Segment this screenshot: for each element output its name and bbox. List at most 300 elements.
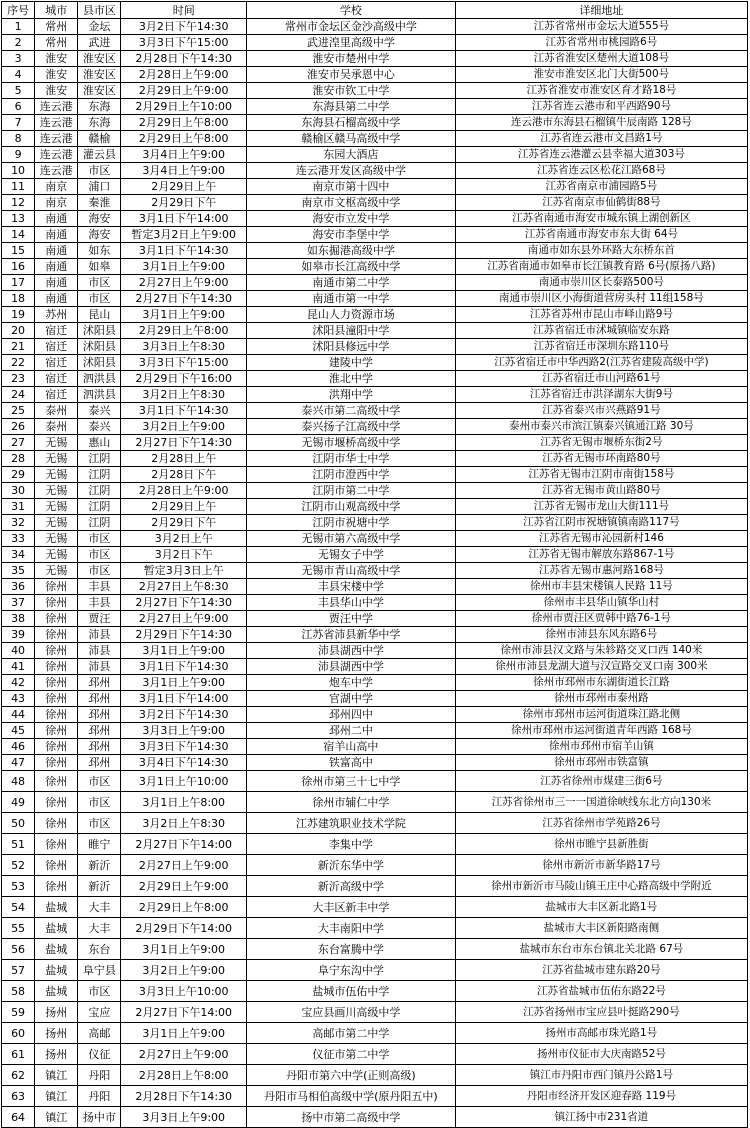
table-row [2, 531, 748, 547]
cell-school: 邳州二中 [246, 723, 455, 739]
cell-index: 5 [2, 83, 35, 99]
cell-district: 市区 [78, 792, 121, 813]
cell-address: 徐州市丰县宋楼镇人民路 11号 [455, 579, 747, 595]
cell-school: 连云港开发区高级中学 [246, 163, 455, 179]
cell-school: 建陵中学 [246, 355, 455, 371]
cell-district: 邳州 [78, 739, 121, 755]
cell-index: 58 [2, 981, 35, 1002]
cell-city: 盐城 [35, 981, 78, 1002]
table-row [2, 179, 748, 195]
cell-address: 盐城市东台市东台镇北关北路 67号 [455, 939, 747, 960]
cell-time: 3月1日下午14:30 [121, 403, 247, 419]
cell-time: 2月29日下午 [121, 515, 247, 531]
cell-school: 江苏建筑职业技术学院 [246, 813, 455, 834]
cell-address: 徐州市沛县东风东路6号 [455, 627, 747, 643]
cell-district: 如东 [78, 243, 121, 259]
cell-district: 市区 [78, 531, 121, 547]
cell-address: 南通市崇川区小海街道营房头村 11组158号 [455, 291, 747, 307]
cell-address: 盐城市大丰区新北路1号 [455, 897, 747, 918]
cell-time: 3月2日上午9:00 [121, 419, 247, 435]
cell-address: 江苏省苏州市昆山市峄山路9号 [455, 307, 747, 323]
cell-city: 徐州 [35, 579, 78, 595]
header-school: 学校 [246, 2, 455, 19]
cell-address: 江苏省徐州市煤建三街6号 [455, 771, 747, 792]
cell-time: 2月29日上午8:00 [121, 323, 247, 339]
cell-city: 宿迁 [35, 387, 78, 403]
cell-city: 连云港 [35, 99, 78, 115]
table-row [2, 163, 748, 179]
cell-city: 无锡 [35, 531, 78, 547]
cell-address: 江苏省无锡市环南路80号 [455, 451, 747, 467]
cell-district: 沭阳县 [78, 355, 121, 371]
cell-index: 31 [2, 499, 35, 515]
cell-address: 江苏省徐州市三一一国道徐峡线东北方向130米 [455, 792, 747, 813]
cell-city: 常州 [35, 19, 78, 35]
cell-index: 48 [2, 771, 35, 792]
cell-school: 江阴市华士中学 [246, 451, 455, 467]
table-row [2, 675, 748, 691]
cell-time: 2月28日下午 [121, 467, 247, 483]
cell-index: 43 [2, 691, 35, 707]
cell-time: 2月29日下午16:00 [121, 371, 247, 387]
cell-time: 2月29日上午8:00 [121, 115, 247, 131]
cell-city: 扬州 [35, 1023, 78, 1044]
cell-city: 徐州 [35, 755, 78, 771]
cell-index: 52 [2, 855, 35, 876]
cell-city: 盐城 [35, 897, 78, 918]
table-row [2, 1002, 748, 1023]
cell-time: 3月3日上午10:00 [121, 981, 247, 1002]
cell-time: 3月1日下午14:00 [121, 211, 247, 227]
cell-district: 新沂 [78, 876, 121, 897]
cell-time: 3月1日上午9:00 [121, 259, 247, 275]
cell-index: 62 [2, 1065, 35, 1086]
cell-index: 10 [2, 163, 35, 179]
cell-district: 泗洪县 [78, 371, 121, 387]
table-row [2, 876, 748, 897]
cell-district: 市区 [78, 981, 121, 1002]
table-row [2, 1023, 748, 1044]
cell-district: 市区 [78, 275, 121, 291]
cell-district: 丰县 [78, 595, 121, 611]
cell-time: 2月27日下午14:30 [121, 435, 247, 451]
cell-index: 59 [2, 1002, 35, 1023]
cell-school: 江阴市祝塘中学 [246, 515, 455, 531]
cell-district: 扬中市 [78, 1107, 121, 1128]
cell-city: 徐州 [35, 855, 78, 876]
header-index: 序号 [2, 2, 35, 19]
table-row [2, 1044, 748, 1065]
cell-address: 徐州市睢宁县新胜街 [455, 834, 747, 855]
table-row [2, 483, 748, 499]
cell-school: 沭阳县修远中学 [246, 339, 455, 355]
cell-district: 金坛 [78, 19, 121, 35]
cell-time: 2月27日上午9:00 [121, 855, 247, 876]
cell-time: 3月2日上午 [121, 531, 247, 547]
cell-index: 13 [2, 211, 35, 227]
cell-school: 南京市第十四中 [246, 179, 455, 195]
table-row [2, 355, 748, 371]
cell-address: 江苏省徐州市学苑路26号 [455, 813, 747, 834]
cell-index: 24 [2, 387, 35, 403]
cell-index: 15 [2, 243, 35, 259]
cell-city: 宿迁 [35, 323, 78, 339]
cell-school: 江苏省沛县新华中学 [246, 627, 455, 643]
cell-school: 官湖中学 [246, 691, 455, 707]
cell-time: 2月27日上午8:30 [121, 579, 247, 595]
cell-time: 2月27日下午14:30 [121, 595, 247, 611]
cell-time: 3月4日上午9:00 [121, 147, 247, 163]
cell-index: 55 [2, 918, 35, 939]
cell-index: 21 [2, 339, 35, 355]
table-row [2, 643, 748, 659]
cell-address: 江苏省连云港市文昌路1号 [455, 131, 747, 147]
cell-district: 东海 [78, 115, 121, 131]
table-row [2, 467, 748, 483]
cell-address: 江苏省淮安市淮安区育才路18号 [455, 83, 747, 99]
cell-city: 南京 [35, 195, 78, 211]
table-body [2, 19, 748, 1128]
cell-city: 连云港 [35, 131, 78, 147]
cell-time: 2月27日下午14:30 [121, 291, 247, 307]
cell-address: 丹阳市经济开发区迎春路 119号 [455, 1086, 747, 1107]
cell-time: 3月1日上午10:00 [121, 771, 247, 792]
cell-school: 海安市立发中学 [246, 211, 455, 227]
cell-district: 沭阳县 [78, 339, 121, 355]
cell-city: 宿迁 [35, 371, 78, 387]
cell-school: 泰兴市第二高级中学 [246, 403, 455, 419]
table-row [2, 771, 748, 792]
cell-address: 徐州市贾汪区贾韩中路76-1号 [455, 611, 747, 627]
cell-time: 3月1日上午9:00 [121, 675, 247, 691]
cell-address: 江苏省淮安区楚州大道108号 [455, 51, 747, 67]
cell-city: 淮安 [35, 67, 78, 83]
cell-time: 3月4日上午9:00 [121, 163, 247, 179]
table-row [2, 115, 748, 131]
cell-school: 新沂高级中学 [246, 876, 455, 897]
cell-district: 仪征 [78, 1044, 121, 1065]
table-row [2, 243, 748, 259]
cell-index: 35 [2, 563, 35, 579]
cell-index: 64 [2, 1107, 35, 1128]
cell-city: 淮安 [35, 83, 78, 99]
cell-address: 徐州市丰县华山镇华山村 [455, 595, 747, 611]
cell-city: 徐州 [35, 739, 78, 755]
cell-district: 市区 [78, 547, 121, 563]
cell-district: 江阴 [78, 451, 121, 467]
cell-school: 淮安市吴承恩中心 [246, 67, 455, 83]
cell-time: 3月3日下午15:00 [121, 35, 247, 51]
cell-district: 市区 [78, 813, 121, 834]
table-row [2, 195, 748, 211]
cell-school: 丹阳市马相伯高级中学(原丹阳五中) [246, 1086, 455, 1107]
table-row [2, 960, 748, 981]
cell-district: 新沂 [78, 855, 121, 876]
cell-school: 如东掘港高级中学 [246, 243, 455, 259]
cell-index: 26 [2, 419, 35, 435]
cell-index: 37 [2, 595, 35, 611]
cell-city: 无锡 [35, 483, 78, 499]
table-row [2, 897, 748, 918]
cell-time: 3月1日上午9:00 [121, 643, 247, 659]
cell-index: 57 [2, 960, 35, 981]
cell-time: 2月27日上午9:00 [121, 1044, 247, 1065]
cell-address: 江苏省南通市如皋市长江镇教育路 6号(原扬八路) [455, 259, 747, 275]
table-row [2, 227, 748, 243]
cell-time: 3月1日下午14:30 [121, 243, 247, 259]
table-row [2, 723, 748, 739]
cell-address: 镇江扬中市231省道 [455, 1107, 747, 1128]
cell-district: 泗洪县 [78, 387, 121, 403]
cell-time: 2月29日上午8:00 [121, 897, 247, 918]
cell-city: 盐城 [35, 939, 78, 960]
cell-district: 武进 [78, 35, 121, 51]
cell-district: 沛县 [78, 627, 121, 643]
cell-address: 徐州市邳州市铁富镇 [455, 755, 747, 771]
cell-time: 2月27日下午14:00 [121, 834, 247, 855]
cell-district: 灌云县 [78, 147, 121, 163]
table-row [2, 1086, 748, 1107]
cell-city: 徐州 [35, 723, 78, 739]
cell-district: 惠山 [78, 435, 121, 451]
cell-school: 东海县第二中学 [246, 99, 455, 115]
cell-district: 赣榆 [78, 131, 121, 147]
cell-district: 东台 [78, 939, 121, 960]
cell-city: 宿迁 [35, 355, 78, 371]
table-row [2, 275, 748, 291]
cell-index: 27 [2, 435, 35, 451]
table-row [2, 627, 748, 643]
cell-school: 泰兴扬子江高级中学 [246, 419, 455, 435]
table-row [2, 67, 748, 83]
cell-time: 2月27日上午9:00 [121, 275, 247, 291]
cell-time: 2月29日上午8:00 [121, 131, 247, 147]
cell-city: 无锡 [35, 563, 78, 579]
cell-address: 江苏省常州市金坛大道555号 [455, 19, 747, 35]
cell-school: 无锡市堰桥高级中学 [246, 435, 455, 451]
cell-district: 秦淮 [78, 195, 121, 211]
cell-address: 扬州市高邮市珠光路1号 [455, 1023, 747, 1044]
cell-city: 无锡 [35, 451, 78, 467]
cell-index: 51 [2, 834, 35, 855]
cell-time: 3月2日上午8:30 [121, 813, 247, 834]
cell-index: 4 [2, 67, 35, 83]
cell-school: 李集中学 [246, 834, 455, 855]
cell-time: 3月1日上午9:00 [121, 307, 247, 323]
cell-index: 32 [2, 515, 35, 531]
cell-district: 沛县 [78, 659, 121, 675]
cell-city: 镇江 [35, 1107, 78, 1128]
cell-city: 无锡 [35, 547, 78, 563]
cell-address: 镇江市丹阳市西门镇丹公路1号 [455, 1065, 747, 1086]
cell-school: 淮安市楚州中学 [246, 51, 455, 67]
cell-school: 扬中市第二高级中学 [246, 1107, 455, 1128]
cell-city: 徐州 [35, 611, 78, 627]
cell-address: 徐州市新沂市马陵山镇王庄中心路高级中学附近 [455, 876, 747, 897]
cell-city: 南通 [35, 227, 78, 243]
cell-time: 3月3日上午9:00 [121, 1107, 247, 1128]
cell-time: 3月1日上午9:00 [121, 1023, 247, 1044]
cell-time: 3月2日上午9:00 [121, 960, 247, 981]
cell-school: 阜宁东沟中学 [246, 960, 455, 981]
table-row [2, 147, 748, 163]
table-row [2, 579, 748, 595]
cell-school: 如皋市长江高级中学 [246, 259, 455, 275]
cell-city: 南通 [35, 291, 78, 307]
cell-school: 海安市李堡中学 [246, 227, 455, 243]
cell-index: 6 [2, 99, 35, 115]
cell-index: 34 [2, 547, 35, 563]
cell-city: 徐州 [35, 876, 78, 897]
cell-district: 市区 [78, 563, 121, 579]
cell-district: 海安 [78, 227, 121, 243]
cell-time: 3月3日上午9:00 [121, 723, 247, 739]
cell-index: 2 [2, 35, 35, 51]
cell-district: 市区 [78, 771, 121, 792]
cell-time: 3月2日上午8:30 [121, 387, 247, 403]
cell-address: 徐州市邳州市运河街道青年西路 168号 [455, 723, 747, 739]
cell-school: 新沂东华中学 [246, 855, 455, 876]
cell-city: 盐城 [35, 918, 78, 939]
cell-index: 53 [2, 876, 35, 897]
cell-address: 江苏省宿迁市山河路61号 [455, 371, 747, 387]
cell-address: 江苏省南通市海安市东大街 64号 [455, 227, 747, 243]
cell-city: 镇江 [35, 1065, 78, 1086]
cell-city: 连云港 [35, 147, 78, 163]
cell-school: 南京市文枢高级中学 [246, 195, 455, 211]
cell-address: 江苏省宿迁市洪泽湖东大街9号 [455, 387, 747, 403]
cell-district: 宝应 [78, 1002, 121, 1023]
cell-index: 16 [2, 259, 35, 275]
cell-school: 无锡女子中学 [246, 547, 455, 563]
table-row [2, 387, 748, 403]
cell-time: 2月29日下午 [121, 195, 247, 211]
cell-district: 泰兴 [78, 419, 121, 435]
cell-school: 徐州市辅仁中学 [246, 792, 455, 813]
header-time: 时间 [121, 2, 247, 19]
cell-district: 海安 [78, 211, 121, 227]
cell-index: 40 [2, 643, 35, 659]
cell-district: 市区 [78, 291, 121, 307]
cell-time: 3月1日上午9:00 [121, 939, 247, 960]
table-row [2, 563, 748, 579]
cell-address: 江苏省南京市浦园路5号 [455, 179, 747, 195]
header-row [2, 2, 748, 19]
cell-city: 徐州 [35, 675, 78, 691]
cell-time: 2月29日下午14:00 [121, 918, 247, 939]
cell-city: 徐州 [35, 707, 78, 723]
cell-address: 江苏省宿迁市沭城镇临安东路 [455, 323, 747, 339]
cell-time: 3月3日下午14:30 [121, 739, 247, 755]
cell-school: 徐州市第三十七中学 [246, 771, 455, 792]
cell-index: 14 [2, 227, 35, 243]
cell-city: 镇江 [35, 1086, 78, 1107]
cell-district: 阜宁县 [78, 960, 121, 981]
table-row [2, 707, 748, 723]
table-row [2, 259, 748, 275]
header-district: 县市区 [78, 2, 121, 19]
cell-school: 沭阳县潼阳中学 [246, 323, 455, 339]
cell-city: 无锡 [35, 515, 78, 531]
cell-address: 徐州市邳州市运河街道珠江路北侧 [455, 707, 747, 723]
cell-district: 丹阳 [78, 1065, 121, 1086]
cell-city: 南京 [35, 179, 78, 195]
cell-time: 2月28日上午8:00 [121, 1065, 247, 1086]
cell-time: 3月2日下午14:30 [121, 707, 247, 723]
cell-index: 54 [2, 897, 35, 918]
cell-district: 大丰 [78, 918, 121, 939]
cell-city: 徐州 [35, 813, 78, 834]
cell-address: 江苏省常州市桃园路6号 [455, 35, 747, 51]
cell-school: 武进湟里高级中学 [246, 35, 455, 51]
cell-index: 56 [2, 939, 35, 960]
cell-address: 淮安市淮安区北门大街500号 [455, 67, 747, 83]
cell-address: 泰州市泰兴市滨江镇泰兴镇通江路 30号 [455, 419, 747, 435]
cell-address: 江苏省盐城市伍佑东路22号 [455, 981, 747, 1002]
cell-index: 1 [2, 19, 35, 35]
cell-school: 丹阳市第六中学(正则高级) [246, 1065, 455, 1086]
cell-index: 3 [2, 51, 35, 67]
cell-index: 63 [2, 1086, 35, 1107]
cell-time: 2月28日下午14:30 [121, 1086, 247, 1107]
cell-address: 南通市如东县外环路大东桥东首 [455, 243, 747, 259]
cell-index: 44 [2, 707, 35, 723]
cell-school: 东台富腾中学 [246, 939, 455, 960]
cell-school: 赣榆区赣马高级中学 [246, 131, 455, 147]
cell-city: 扬州 [35, 1002, 78, 1023]
cell-index: 30 [2, 483, 35, 499]
cell-district: 江阴 [78, 499, 121, 515]
cell-address: 江苏省扬州市宝应县叶挺路290号 [455, 1002, 747, 1023]
cell-address: 徐州市邳州市泰州路 [455, 691, 747, 707]
cell-district: 昆山 [78, 307, 121, 323]
cell-school: 大丰南阳中学 [246, 918, 455, 939]
cell-address: 江苏省南京市仙鹤街88号 [455, 195, 747, 211]
cell-time: 3月1日上午8:00 [121, 792, 247, 813]
cell-school: 沛县湖西中学 [246, 643, 455, 659]
cell-district: 淮安区 [78, 67, 121, 83]
cell-school: 铁富高中 [246, 755, 455, 771]
cell-time: 2月29日上午9:00 [121, 876, 247, 897]
table-row [2, 35, 748, 51]
cell-address: 徐州市邳州市宿羊山镇 [455, 739, 747, 755]
cell-city: 宿迁 [35, 339, 78, 355]
table-row [2, 403, 748, 419]
table-row [2, 307, 748, 323]
cell-city: 淮安 [35, 51, 78, 67]
cell-district: 东海 [78, 99, 121, 115]
table-row [2, 83, 748, 99]
cell-district: 泰兴 [78, 403, 121, 419]
cell-index: 61 [2, 1044, 35, 1065]
cell-school: 邳州四中 [246, 707, 455, 723]
table-row [2, 435, 748, 451]
cell-index: 20 [2, 323, 35, 339]
table-row [2, 291, 748, 307]
cell-school: 炮车中学 [246, 675, 455, 691]
cell-city: 徐州 [35, 627, 78, 643]
cell-index: 36 [2, 579, 35, 595]
cell-city: 徐州 [35, 595, 78, 611]
cell-school: 盐城市伍佑中学 [246, 981, 455, 1002]
cell-index: 47 [2, 755, 35, 771]
cell-time: 3月3日下午15:00 [121, 355, 247, 371]
cell-time: 暂定3月2日上午9:00 [121, 227, 247, 243]
cell-city: 扬州 [35, 1044, 78, 1065]
cell-time: 3月4日下午14:30 [121, 755, 247, 771]
cell-index: 23 [2, 371, 35, 387]
cell-time: 3月2日下午14:30 [121, 19, 247, 35]
